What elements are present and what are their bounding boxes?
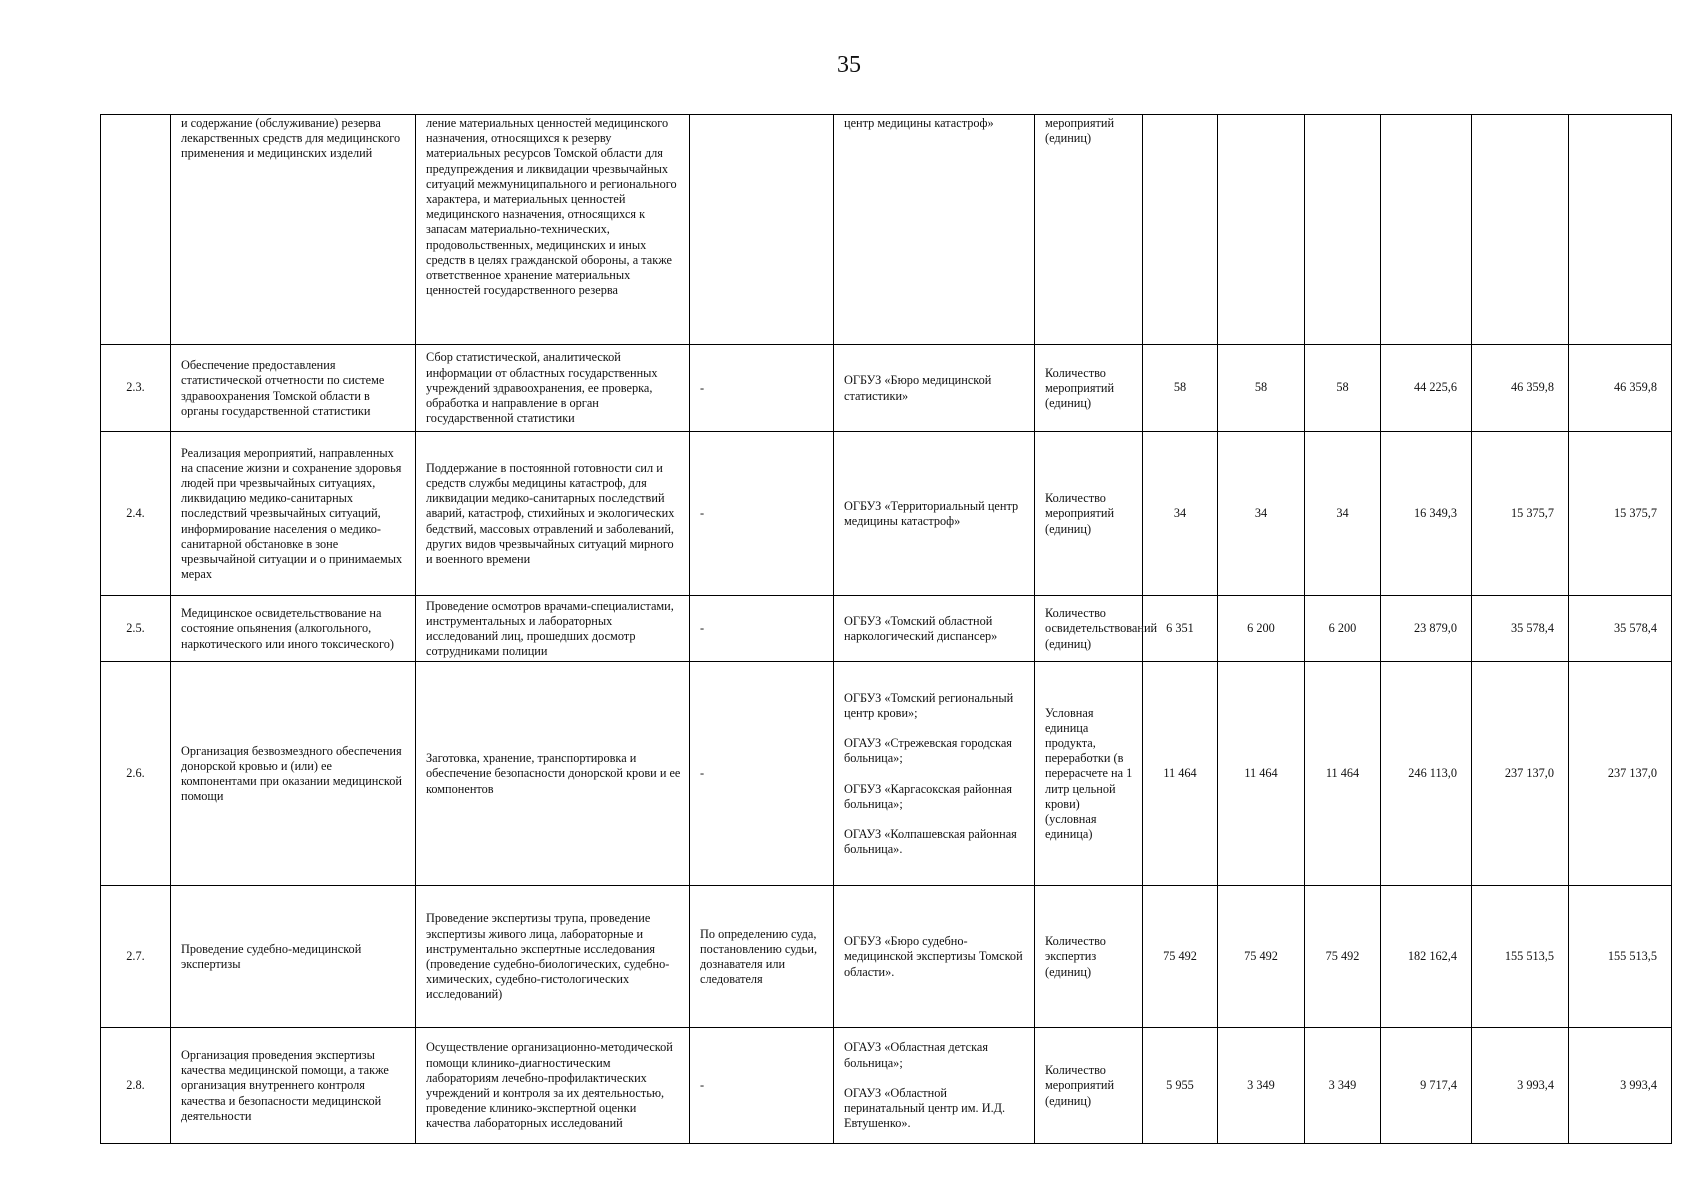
- performer: [834, 1028, 1035, 1144]
- table-row: [101, 596, 1672, 662]
- row-number: 2.3.: [101, 345, 171, 432]
- volume-value-1: 5 955: [1143, 1028, 1218, 1144]
- finance-value-1: 44 225,6: [1381, 345, 1472, 432]
- volume-value-1: 75 492: [1143, 886, 1218, 1028]
- performer-item: ОГАУЗ «Областная детская больница»;: [844, 1040, 989, 1070]
- finance-value-1: 23 879,0: [1381, 596, 1472, 662]
- row-number: 2.4.: [101, 432, 171, 596]
- table-row: [101, 662, 1672, 886]
- indicator-unit: мероприятий (единиц): [1035, 115, 1143, 345]
- finance-value-2: 35 578,4: [1472, 596, 1569, 662]
- volume-value-2: 6 200: [1218, 596, 1305, 662]
- performer: [834, 596, 1035, 662]
- performer-item: ОГАУЗ «Стрежевская городская больница»;: [844, 736, 1012, 766]
- performer: [834, 345, 1035, 432]
- provision-condition: -: [690, 662, 834, 886]
- row-number: 2.5.: [101, 596, 171, 662]
- provision-condition: -: [690, 432, 834, 596]
- table-row: [101, 1028, 1672, 1144]
- service-name: Проведение судебно-медицинской экспертизы: [171, 886, 416, 1028]
- row-number: 2.7.: [101, 886, 171, 1028]
- page-number: 35: [837, 52, 861, 78]
- finance-value-1: 182 162,4: [1381, 886, 1472, 1028]
- value-cell: [1305, 115, 1381, 345]
- table-row: [101, 886, 1672, 1028]
- finance-value-2: 237 137,0: [1472, 662, 1569, 886]
- value-cell: [1143, 115, 1218, 345]
- service-name: Реализация мероприятий, направленных на спасение жизни и сохранение здоровья людей при чрезвычайных ситуациях, ликвидацию медико-санитарных последствий чрезвычайных ситуаций, информирование населения о медико-санитарной обстановке в зоне чрезвычайной ситуации и о принимаемых мерах: [171, 432, 416, 596]
- performer: [834, 432, 1035, 596]
- service-name: и содержание (обслуживание) резерва лекарственных средств для медицинского применения и медицинских изделий: [171, 115, 416, 345]
- finance-value-3: 3 993,4: [1569, 1028, 1672, 1144]
- service-content: Заготовка, хранение, транспортировка и обеспечение безопасности донорской крови и ее компонентов: [416, 662, 690, 886]
- service-name: Медицинское освидетельствование на состояние опьянения (алкогольного, наркотического или иного токсического): [171, 596, 416, 662]
- performer-item: ОГБУЗ «Бюро медицинской статистики»: [844, 373, 992, 403]
- service-name: Организация проведения экспертизы качества медицинской помощи, а также организация внутреннего контроля качества и безопасности медицинской деятельности: [171, 1028, 416, 1144]
- performer-item: ОГБУЗ «Томский региональный центр крови»;: [844, 690, 1014, 720]
- performer-item: ОГАУЗ «Областной перинатальный центр им. И.Д. Евтушенко».: [844, 1085, 1006, 1131]
- volume-value-3: 58: [1305, 345, 1381, 432]
- performer: [834, 886, 1035, 1028]
- performer: [834, 662, 1035, 886]
- finance-value-2: 46 359,8: [1472, 345, 1569, 432]
- performer-item: ОГБУЗ «Каргасокская районная больница»;: [844, 781, 1013, 811]
- performer: центр медицины катастроф»: [834, 115, 1035, 345]
- performer-item: ОГБУЗ «Территориальный центр медицины катастроф»: [844, 498, 1019, 528]
- finance-value-3: 237 137,0: [1569, 662, 1672, 886]
- service-content: Сбор статистической, аналитической информации от областных государственных учреждений здравоохранения, ее проверка, обработка и направление в орган государственной статистики: [416, 345, 690, 432]
- finance-value-2: 155 513,5: [1472, 886, 1569, 1028]
- provision-condition: -: [690, 1028, 834, 1144]
- value-cell: [1381, 115, 1472, 345]
- performer-item: ОГБУЗ «Бюро судебно-медицинской экспертизы Томской области».: [844, 934, 1023, 979]
- volume-value-3: 3 349: [1305, 1028, 1381, 1144]
- indicator-unit: Количество мероприятий (единиц): [1035, 345, 1143, 432]
- volume-value-3: 75 492: [1305, 886, 1381, 1028]
- indicator-unit: Количество мероприятий (единиц): [1035, 432, 1143, 596]
- value-cell: [1218, 115, 1305, 345]
- finance-value-1: 246 113,0: [1381, 662, 1472, 886]
- service-content: Проведение осмотров врачами-специалистами, инструментальных и лабораторных исследований лиц, прошедших досмотр сотрудниками полиции: [416, 596, 690, 662]
- volume-value-2: 75 492: [1218, 886, 1305, 1028]
- row-number: 2.8.: [101, 1028, 171, 1144]
- finance-value-3: 15 375,7: [1569, 432, 1672, 596]
- value-cell: [1472, 115, 1569, 345]
- volume-value-3: 34: [1305, 432, 1381, 596]
- finance-value-1: 9 717,4: [1381, 1028, 1472, 1144]
- table-row-continuation: [101, 115, 1672, 345]
- indicator-unit: Условная единица продукта, переработки (в перерасчете на 1 литр цельной крови) (условная единица): [1035, 662, 1143, 886]
- finance-value-2: 3 993,4: [1472, 1028, 1569, 1144]
- service-content: ление материальных ценностей медицинского назначения, относящихся к резерву материальных ресурсов Томской области для предупреждения и ликвидации чрезвычайных ситуаций межмуниципального и регионального характера, и материальных ценностей медицинского назначения, относящихся к запасам материально-технических, продовольственных, медицинских и иных средств в целях гражданской обороны, а также ответственное хранение материальных ценностей государственного резерва: [416, 115, 690, 345]
- performer-item: ОГАУЗ «Колпашевская районная больница».: [844, 826, 1017, 857]
- row-number: 2.6.: [101, 662, 171, 886]
- state-assignment-table: [100, 114, 1672, 1144]
- volume-value-1: 34: [1143, 432, 1218, 596]
- performer-item: ОГБУЗ «Томский областной наркологический диспансер»: [844, 613, 998, 643]
- provision-condition: По определению суда, постановлению судьи, дознавателя или следователя: [690, 886, 834, 1028]
- row-number: [101, 115, 171, 345]
- volume-value-2: 34: [1218, 432, 1305, 596]
- volume-value-3: 6 200: [1305, 596, 1381, 662]
- service-content: Осуществление организационно-методической помощи клинико-диагностическим лабораториям лечебно-профилактических учреждений и контроля за их деятельностью, проведение клинико-экспертной оценки качества лабораторных исследований: [416, 1028, 690, 1144]
- provision-condition: -: [690, 596, 834, 662]
- volume-value-2: 11 464: [1218, 662, 1305, 886]
- table-row: [101, 345, 1672, 432]
- service-content: Проведение экспертизы трупа, проведение экспертизы живого лица, лабораторные и инструментально экспертные исследования (проведение судебно-биологических, судебно-химических, судебно-гистологических исследований): [416, 886, 690, 1028]
- service-content: Поддержание в постоянной готовности сил и средств службы медицины катастроф, для ликвидации медико-санитарных последствий аварий, катастроф, стихийных и экологических бедствий, массовых отравлений и заболеваний, других видов чрезвычайных ситуаций мирного и военного времени: [416, 432, 690, 596]
- finance-value-3: 46 359,8: [1569, 345, 1672, 432]
- volume-value-2: 58: [1218, 345, 1305, 432]
- finance-value-2: 15 375,7: [1472, 432, 1569, 596]
- volume-value-1: 6 351: [1143, 596, 1218, 662]
- provision-condition: -: [690, 345, 834, 432]
- table-row: [101, 432, 1672, 596]
- volume-value-3: 11 464: [1305, 662, 1381, 886]
- finance-value-1: 16 349,3: [1381, 432, 1472, 596]
- value-cell: [1569, 115, 1672, 345]
- indicator-unit: Количество экспертиз (единиц): [1035, 886, 1143, 1028]
- volume-value-1: 11 464: [1143, 662, 1218, 886]
- indicator-unit: Количество мероприятий (единиц): [1035, 1028, 1143, 1144]
- service-name: Обеспечение предоставления статистической отчетности по системе здравоохранения Томской области в органы государственной статистики: [171, 345, 416, 432]
- finance-value-3: 35 578,4: [1569, 596, 1672, 662]
- service-name: Организация безвозмездного обеспечения донорской кровью и (или) ее компонентами при оказании медицинской помощи: [171, 662, 416, 886]
- volume-value-1: 58: [1143, 345, 1218, 432]
- volume-value-2: 3 349: [1218, 1028, 1305, 1144]
- finance-value-3: 155 513,5: [1569, 886, 1672, 1028]
- provision-condition: [690, 115, 834, 345]
- indicator-unit: Количество освидетельствований (единиц): [1035, 596, 1143, 662]
